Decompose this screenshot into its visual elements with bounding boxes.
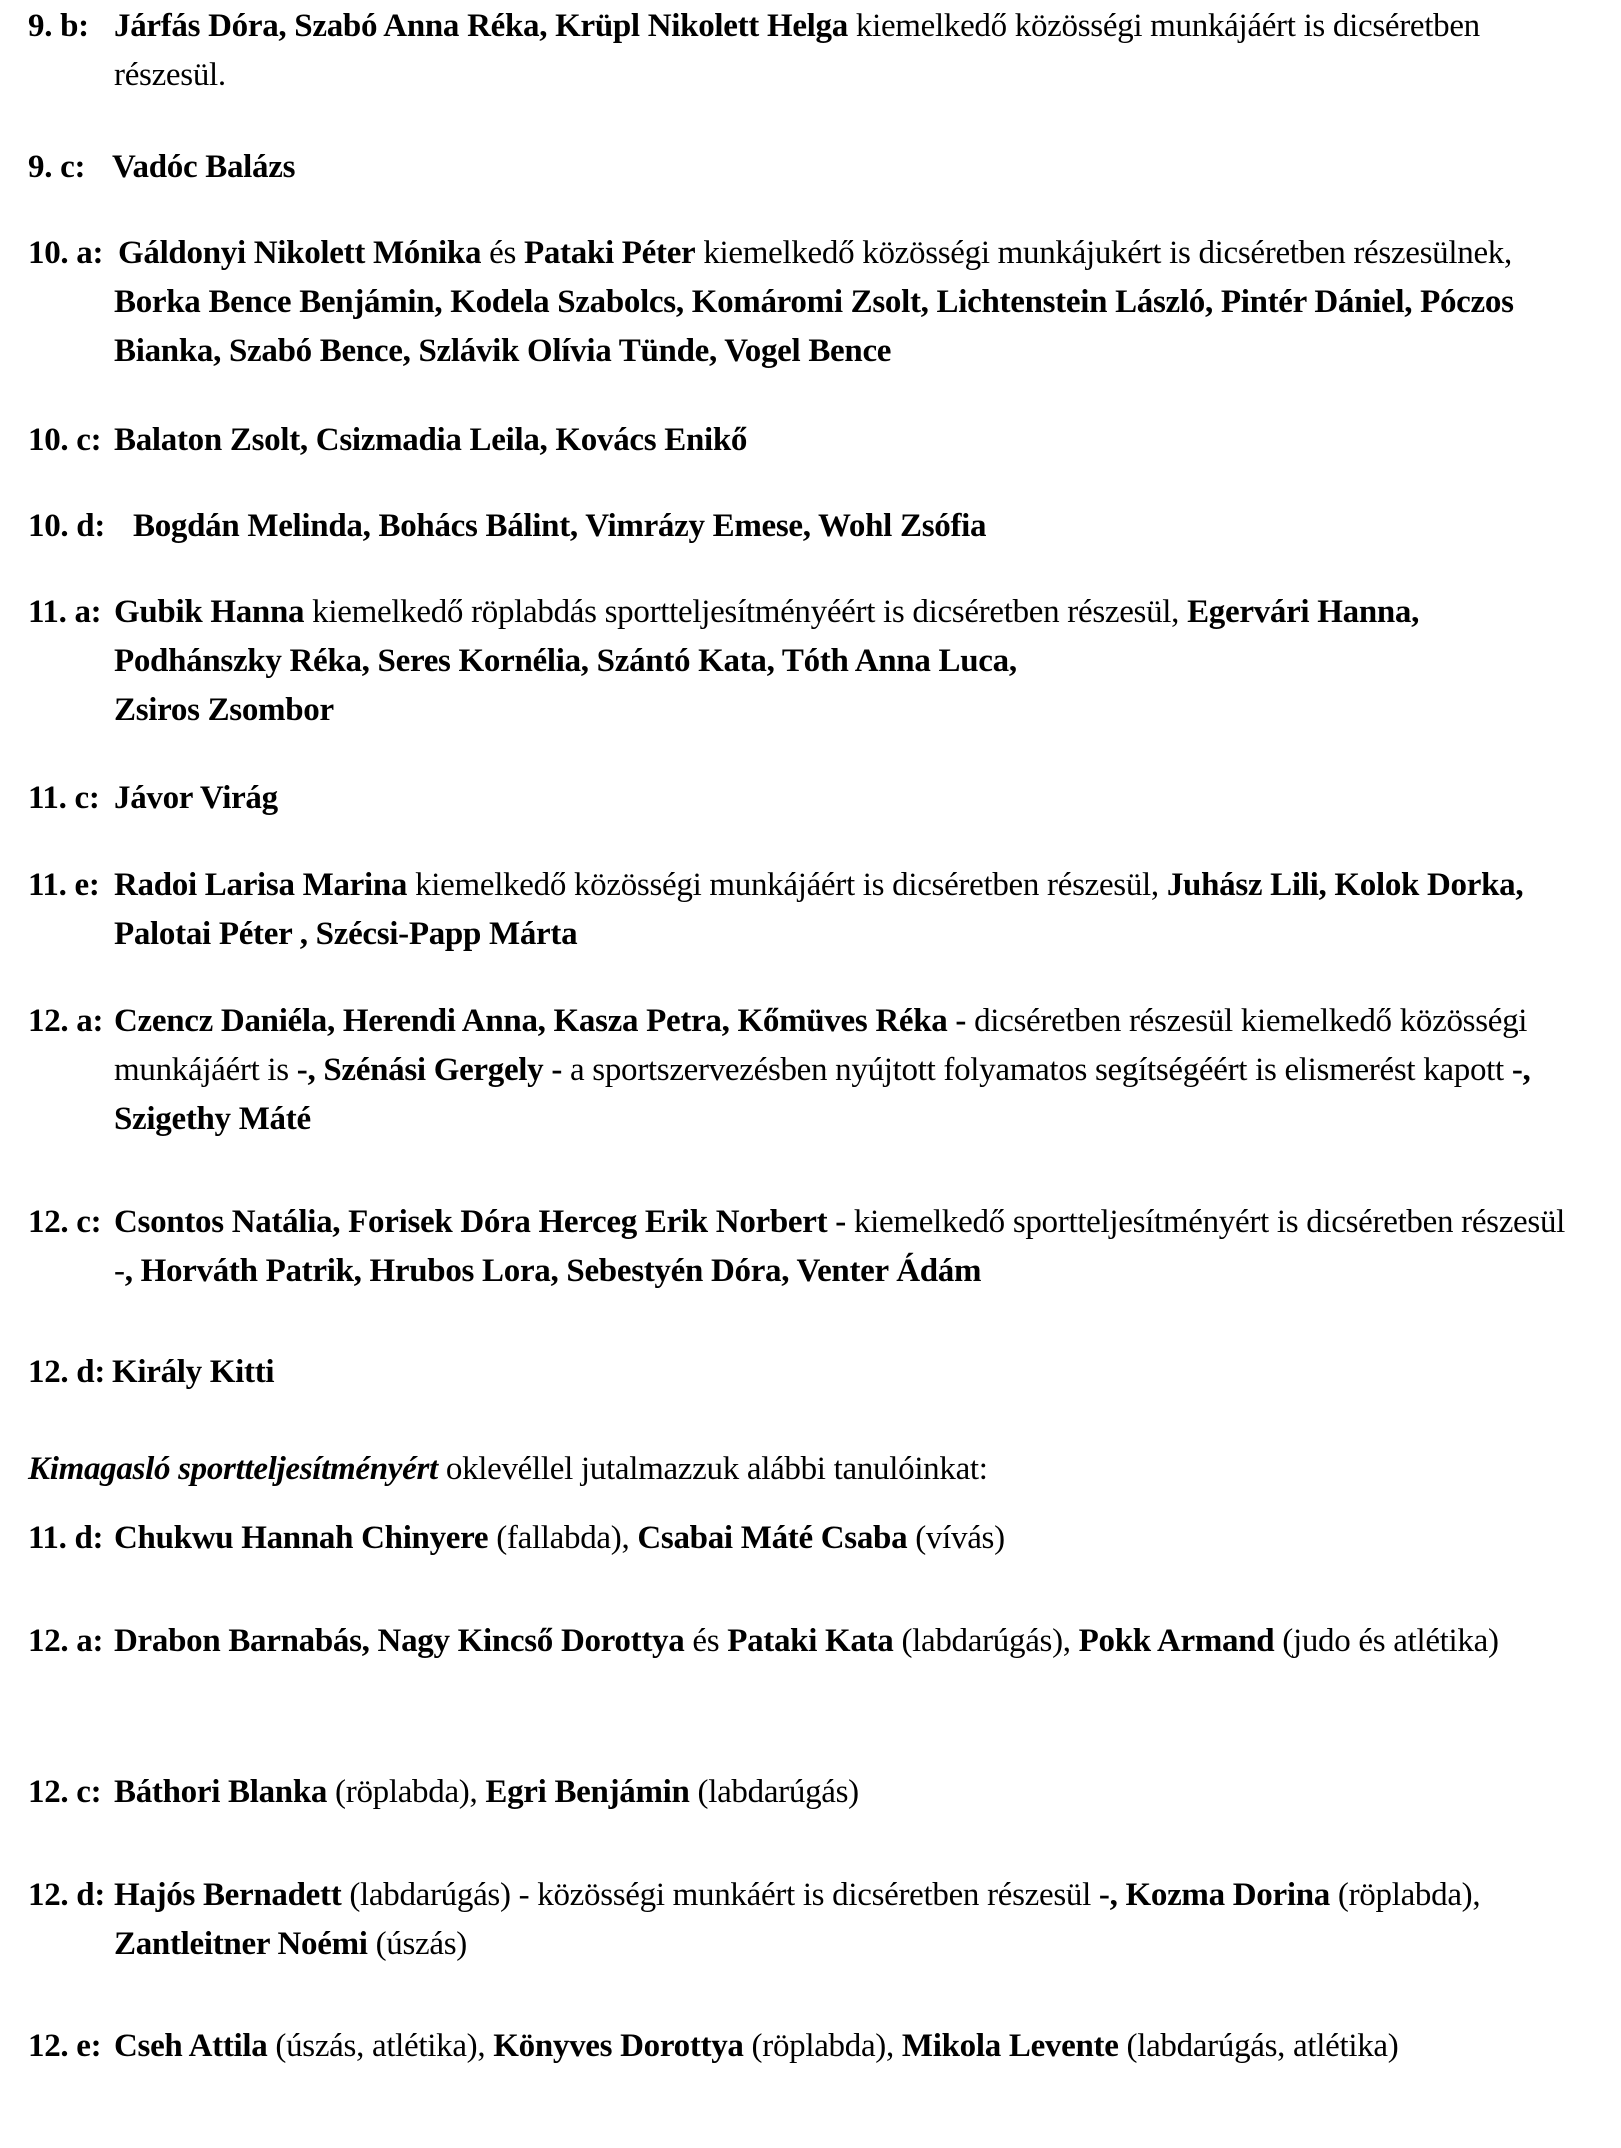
student-names: Jávor Virág <box>114 780 278 816</box>
student-names: Czencz Daniéla, Herendi Anna, Kasza Petra, Kőmüves Réka - <box>114 1003 967 1039</box>
description-text: (röplabda), <box>327 1774 486 1810</box>
class-label: 10. d: <box>28 508 106 544</box>
class-label: 9. b: <box>28 8 89 44</box>
student-names: Chukwu Hannah Chinyere <box>114 1520 489 1556</box>
student-names: Mikola Levente <box>901 2028 1119 2064</box>
praise-entry-11c <box>28 774 1588 823</box>
class-label: 10. c: <box>28 422 102 458</box>
class-label: 12. d: <box>28 1877 106 1913</box>
praise-entry-10a <box>28 229 1588 376</box>
praise-entry-12a <box>28 997 1588 1144</box>
entry-text <box>114 997 1588 1144</box>
student-names: -, Szénási Gergely - <box>296 1052 563 1088</box>
description-text: kiemelkedő röplabdás sportteljesítményéért is dicséretben részesül, <box>304 594 1188 630</box>
praise-entry-10c <box>28 416 1588 465</box>
entry-text <box>114 416 1588 465</box>
entry-text <box>114 1198 1588 1296</box>
student-names: , Horváth Patrik, Hrubos Lora, Sebestyén Dóra, Venter Ádám <box>124 1253 982 1289</box>
class-label: 11. e: <box>28 867 100 903</box>
entry-text <box>114 1768 1588 1817</box>
class-label: 12. a: <box>28 1623 104 1659</box>
student-names: Pataki Kata <box>727 1623 894 1659</box>
description-text: (úszás, atlétika), <box>267 2028 494 2064</box>
class-label: 11. a: <box>28 594 102 630</box>
description-text: (labdarúgás) - közösségi munkáért is dicséretben részesül <box>341 1877 1099 1913</box>
description-text: (röplabda), <box>743 2028 902 2064</box>
sport-entry-12e <box>28 2022 1588 2071</box>
sport-entry-12c <box>28 1768 1588 1817</box>
student-names: Báthori Blanka <box>114 1774 328 1810</box>
entry-text <box>114 1617 1588 1666</box>
class-label: 12. e: <box>28 2028 102 2064</box>
student-names: Csontos Natália, Forisek Dóra Herceg Erik Norbert - <box>114 1204 846 1240</box>
student-names: Borka Bence Benjámin, Kodela Szabolcs, Komáromi Zsolt, Lichtenstein László, Pintér Dániel, Póczos Bianka, Szabó Bence, Szlávik Olívia Tünde, Vogel Bence <box>114 284 1514 369</box>
description-text: (labdarúgás), <box>893 1623 1079 1659</box>
class-label: 9. c: <box>28 149 86 185</box>
praise-entry-12d <box>28 1348 1588 1397</box>
class-label: 12. a: <box>28 1003 104 1039</box>
class-label: 12. c: <box>28 1774 102 1810</box>
student-names: Gáldonyi Nikolett Mónika <box>118 235 482 271</box>
entry-text <box>112 143 1588 192</box>
student-names: Vadóc Balázs <box>112 149 296 185</box>
description-text: kiemelkedő sportteljesítményért is dicséretben részesül - <box>114 1204 1566 1289</box>
entry-text <box>112 1348 1588 1397</box>
student-names: Drabon Barnabás, Nagy Kincső Dorottya <box>114 1623 685 1659</box>
student-names: -, Kozma Dorina <box>1098 1877 1330 1913</box>
student-names: Pataki Péter <box>523 235 696 271</box>
entry-text <box>114 588 1588 735</box>
class-label: 11. c: <box>28 780 100 816</box>
entry-text <box>114 229 1588 376</box>
student-names: Egervári Hanna, Podhánszky Réka, Seres Kornélia, Szántó Kata, Tóth Anna Luca, <box>114 594 1420 679</box>
description-text: kiemelkedő közösségi munkájukért is dicséretben részesülnek, <box>695 235 1512 271</box>
description-text: (vívás) <box>907 1520 1005 1556</box>
description-text: (labdarúgás) <box>689 1774 859 1810</box>
description-text: kiemelkedő közösségi munkájáért is dicséretben részesül. <box>114 8 1480 93</box>
student-names: Csabai Máté Csaba <box>637 1520 908 1556</box>
entry-text <box>114 2 1588 100</box>
description-text: (fallabda), <box>488 1520 638 1556</box>
student-names: Radoi Larisa Marina <box>114 867 408 903</box>
description-text: dicséretben részesül kiemelkedő közösségi munkájáért is <box>114 1003 1528 1088</box>
heading-rest: oklevéllel jutalmazzuk alábbi tanulóinkat: <box>437 1451 988 1487</box>
description-text: és <box>481 235 524 271</box>
entry-text <box>114 1514 1588 1563</box>
student-names: Zsiros Zsombor <box>114 692 334 728</box>
description-text: (úszás) <box>367 1926 467 1962</box>
sport-entry-11d <box>28 1514 1588 1563</box>
praise-entry-12c <box>28 1198 1588 1296</box>
student-names: Balaton Zsolt, Csizmadia Leila, Kovács Enikő <box>114 422 748 458</box>
student-names: Gubik Hanna <box>114 594 305 630</box>
description-text: a sportszervezésben nyújtott folyamatos segítségéért is elismerést kapott <box>562 1052 1512 1088</box>
praise-entry-11a <box>28 588 1588 735</box>
description-text: (röplabda), <box>1329 1877 1481 1913</box>
entry-text <box>114 861 1588 959</box>
praise-entry-10d <box>28 502 1588 551</box>
student-names: Járfás Dóra, Szabó Anna Réka, Krüpl Nikolett Helga <box>114 8 848 44</box>
student-names: Bogdán Melinda, Bohács Bálint, Vimrázy Emese, Wohl Zsófia <box>133 508 987 544</box>
description-text: és <box>684 1623 728 1659</box>
student-names: Egri Benjámin <box>485 1774 690 1810</box>
class-label: 12. d: <box>28 1354 106 1390</box>
description-text: (judo és atlétika) <box>1274 1623 1499 1659</box>
praise-entry-11e <box>28 861 1588 959</box>
entry-text <box>114 1871 1588 1969</box>
class-label: 10. a: <box>28 235 104 271</box>
entry-text <box>114 774 1588 823</box>
entry-text <box>133 502 1588 551</box>
student-names: Cseh Attila <box>114 2028 268 2064</box>
description-text: (labdarúgás, atlétika) <box>1118 2028 1399 2064</box>
student-names: Könyves Dorottya <box>493 2028 744 2064</box>
student-names: Pokk Armand <box>1078 1623 1275 1659</box>
student-names: Zantleitner Noémi <box>114 1926 368 1962</box>
class-label: 12. c: <box>28 1204 102 1240</box>
student-names: Juhász Lili, Kolok Dorka, Palotai Péter , Szécsi-Papp Márta <box>114 867 1524 952</box>
entry-text <box>114 2022 1588 2071</box>
sport-entry-12a <box>28 1617 1588 1666</box>
heading-italic: Kimagasló sportteljesítményért <box>28 1451 438 1487</box>
student-names: -, Szigethy Máté <box>114 1052 1531 1137</box>
class-label: 11. d: <box>28 1520 104 1556</box>
praise-entry-9c <box>28 143 1588 192</box>
student-names: Király Kitti <box>112 1354 275 1390</box>
description-text: kiemelkedő közösségi munkájáért is dicséretben részesül, <box>407 867 1167 903</box>
praise-entry-9b <box>28 2 1588 100</box>
sport-entry-12d <box>28 1871 1588 1969</box>
sport-award-heading <box>28 1445 1588 1494</box>
student-names: Hajós Bernadett <box>114 1877 342 1913</box>
